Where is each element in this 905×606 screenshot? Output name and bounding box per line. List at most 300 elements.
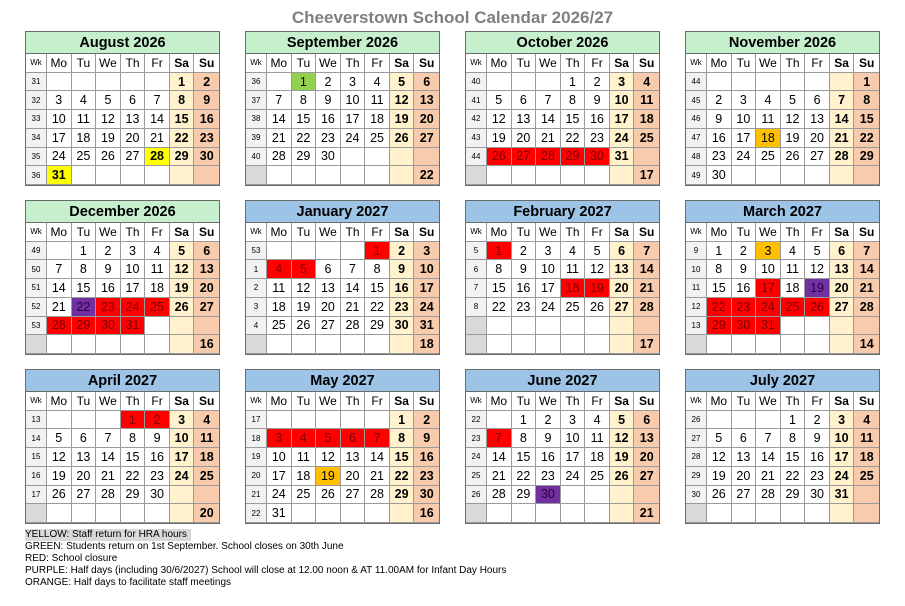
month-name: June 2027: [466, 370, 659, 392]
week-number: [466, 335, 487, 354]
empty-cell: [292, 504, 317, 523]
day-cell: 10: [536, 260, 561, 279]
empty-cell: [267, 166, 292, 185]
empty-cell: [292, 242, 317, 261]
day-cell: 15: [72, 279, 97, 298]
empty-cell: [732, 504, 757, 523]
day-header: Mo: [707, 54, 732, 73]
day-cell: 1: [707, 242, 732, 261]
day-cell: 28: [145, 148, 170, 167]
day-cell: 25: [145, 298, 170, 317]
day-cell: 14: [487, 448, 512, 467]
day-cell: 30: [536, 486, 561, 505]
day-header: Th: [781, 54, 806, 73]
day-header: Tu: [732, 392, 757, 411]
empty-cell: [72, 411, 97, 430]
day-cell: 6: [121, 91, 146, 110]
day-cell: 20: [121, 129, 146, 148]
day-header: Sa: [830, 392, 855, 411]
day-cell: 4: [72, 91, 97, 110]
week-number: 53: [26, 317, 47, 336]
day-cell: 16: [585, 110, 610, 129]
day-header: Mo: [267, 223, 292, 242]
day-cell: 5: [292, 260, 317, 279]
day-cell: 6: [634, 411, 659, 430]
day-cell: 21: [47, 298, 72, 317]
day-cell: 2: [145, 411, 170, 430]
day-cell: 26: [96, 148, 121, 167]
empty-cell: [487, 73, 512, 92]
empty-cell: [512, 166, 537, 185]
day-cell: 4: [585, 411, 610, 430]
empty-cell: [96, 335, 121, 354]
day-cell: 28: [341, 317, 366, 336]
day-header: Tu: [732, 223, 757, 242]
empty-cell: [585, 486, 610, 505]
day-header: Tu: [72, 54, 97, 73]
day-cell: 3: [561, 411, 586, 430]
day-cell: 25: [585, 467, 610, 486]
day-cell: 24: [830, 467, 855, 486]
day-cell: 3: [121, 242, 146, 261]
day-cell: 5: [781, 91, 806, 110]
day-cell: 3: [47, 91, 72, 110]
empty-cell: [732, 335, 757, 354]
day-cell: 29: [561, 148, 586, 167]
month-block: [465, 369, 660, 524]
empty-cell: [610, 486, 635, 505]
day-cell: 2: [732, 242, 757, 261]
day-cell: 1: [121, 411, 146, 430]
day-cell: 7: [267, 91, 292, 110]
day-cell: 20: [512, 129, 537, 148]
empty-cell: [732, 73, 757, 92]
empty-cell: [72, 504, 97, 523]
empty-cell: [512, 317, 537, 336]
empty-cell: [487, 335, 512, 354]
day-cell: 31: [830, 486, 855, 505]
day-cell: 7: [145, 91, 170, 110]
day-cell: 23: [707, 148, 732, 167]
day-cell: 10: [341, 91, 366, 110]
day-header: Fr: [585, 392, 610, 411]
week-number: 37: [246, 91, 267, 110]
day-cell: 10: [732, 110, 757, 129]
day-cell: 15: [512, 448, 537, 467]
day-cell: 7: [756, 429, 781, 448]
empty-cell: [96, 504, 121, 523]
day-cell: 1: [512, 411, 537, 430]
week-number: 49: [26, 242, 47, 261]
week-number: 16: [26, 467, 47, 486]
day-cell: 12: [781, 110, 806, 129]
calendar-grid: [25, 31, 882, 524]
empty-cell: [267, 335, 292, 354]
empty-cell: [561, 317, 586, 336]
week-number: 8: [466, 298, 487, 317]
day-header: We: [316, 54, 341, 73]
week-number: 10: [686, 260, 707, 279]
week-number: 53: [246, 242, 267, 261]
day-header: Mo: [487, 223, 512, 242]
day-header: Tu: [512, 392, 537, 411]
empty-cell: [47, 411, 72, 430]
month-block: [25, 200, 220, 355]
day-cell: 11: [854, 429, 879, 448]
day-cell: 18: [194, 448, 219, 467]
day-header: Mo: [267, 392, 292, 411]
day-cell: 16: [707, 129, 732, 148]
day-cell: 14: [854, 260, 879, 279]
day-cell: 23: [145, 467, 170, 486]
day-cell: 18: [585, 448, 610, 467]
day-cell: 11: [756, 110, 781, 129]
month-block: [685, 200, 880, 355]
empty-cell: [292, 411, 317, 430]
day-cell: 7: [854, 242, 879, 261]
empty-cell: [610, 317, 635, 336]
empty-cell: [194, 486, 219, 505]
day-cell: 23: [512, 298, 537, 317]
day-cell: 12: [610, 429, 635, 448]
day-header: Sa: [390, 392, 415, 411]
month-block: [465, 200, 660, 355]
day-cell: 8: [561, 91, 586, 110]
month-block: [465, 31, 660, 186]
day-cell: 25: [267, 317, 292, 336]
day-cell: 28: [756, 486, 781, 505]
empty-cell: [267, 73, 292, 92]
empty-cell: [47, 335, 72, 354]
day-cell: 21: [487, 467, 512, 486]
month-name: July 2027: [686, 370, 879, 392]
day-cell: 26: [47, 486, 72, 505]
empty-cell: [170, 504, 195, 523]
day-cell: 21: [267, 129, 292, 148]
day-cell: 13: [316, 279, 341, 298]
day-cell: 29: [707, 317, 732, 336]
day-header: Su: [854, 223, 879, 242]
day-cell: 1: [561, 73, 586, 92]
day-cell: 9: [194, 91, 219, 110]
week-number: 38: [246, 110, 267, 129]
day-cell: 13: [732, 448, 757, 467]
day-cell: 26: [707, 486, 732, 505]
day-cell: 24: [536, 298, 561, 317]
day-cell: 15: [170, 110, 195, 129]
empty-cell: [610, 166, 635, 185]
day-header: Tu: [512, 223, 537, 242]
week-number: 17: [246, 411, 267, 430]
day-cell: 29: [854, 148, 879, 167]
day-cell: 12: [170, 260, 195, 279]
day-cell: 28: [365, 486, 390, 505]
day-cell: 17: [732, 129, 757, 148]
day-cell: 22: [561, 129, 586, 148]
empty-cell: [121, 166, 146, 185]
empty-cell: [854, 504, 879, 523]
day-cell: 7: [487, 429, 512, 448]
empty-cell: [47, 242, 72, 261]
day-cell: 5: [585, 242, 610, 261]
day-header: Fr: [365, 392, 390, 411]
day-header: Tu: [72, 223, 97, 242]
empty-cell: [781, 73, 806, 92]
day-cell: 19: [610, 448, 635, 467]
day-cell: 31: [610, 148, 635, 167]
day-cell: 4: [145, 242, 170, 261]
empty-cell: [341, 411, 366, 430]
day-cell: 20: [830, 279, 855, 298]
day-cell: 18: [292, 467, 317, 486]
week-number: 7: [466, 279, 487, 298]
empty-cell: [585, 166, 610, 185]
day-cell: 9: [145, 429, 170, 448]
day-cell: 14: [267, 110, 292, 129]
day-cell: 4: [561, 242, 586, 261]
day-cell: 9: [316, 91, 341, 110]
week-header: Wk: [466, 392, 487, 411]
day-header: Su: [634, 392, 659, 411]
day-cell: 25: [781, 298, 806, 317]
empty-cell: [610, 504, 635, 523]
empty-cell: [145, 317, 170, 336]
empty-cell: [390, 148, 415, 167]
week-number: 17: [26, 486, 47, 505]
week-number: 26: [466, 486, 487, 505]
empty-cell: [194, 317, 219, 336]
legend-purple: PURPLE: Half days (including 30/6/2027) School will close at 12.00 noon & AT 11.00AM for Infant Day Hours: [25, 565, 507, 576]
day-header: Th: [561, 223, 586, 242]
empty-cell: [47, 73, 72, 92]
day-cell: 30: [805, 486, 830, 505]
day-cell: 2: [512, 242, 537, 261]
day-cell: 31: [121, 317, 146, 336]
day-cell: 4: [365, 73, 390, 92]
day-cell: 4: [781, 242, 806, 261]
week-number: 13: [26, 411, 47, 430]
day-cell: 1: [487, 242, 512, 261]
day-cell: 17: [830, 448, 855, 467]
day-header: Su: [634, 223, 659, 242]
empty-cell: [536, 317, 561, 336]
empty-cell: [781, 317, 806, 336]
day-cell: 3: [267, 429, 292, 448]
day-cell: 10: [414, 260, 439, 279]
empty-cell: [756, 73, 781, 92]
day-cell: 9: [732, 260, 757, 279]
day-cell: 17: [121, 279, 146, 298]
day-cell: 23: [96, 298, 121, 317]
day-cell: 1: [170, 73, 195, 92]
day-cell: 24: [732, 148, 757, 167]
week-number: 11: [686, 279, 707, 298]
empty-cell: [414, 148, 439, 167]
day-cell: 23: [414, 467, 439, 486]
day-cell: 3: [170, 411, 195, 430]
day-cell: 23: [194, 129, 219, 148]
day-cell: 6: [316, 260, 341, 279]
day-header: Th: [561, 54, 586, 73]
month-name: October 2026: [466, 32, 659, 54]
empty-cell: [145, 166, 170, 185]
day-cell: 16: [145, 448, 170, 467]
empty-cell: [707, 504, 732, 523]
day-header: Fr: [805, 54, 830, 73]
empty-cell: [536, 73, 561, 92]
day-cell: 19: [96, 129, 121, 148]
day-cell: 29: [781, 486, 806, 505]
day-cell: 8: [292, 91, 317, 110]
day-header: Mo: [267, 54, 292, 73]
day-cell: 24: [756, 298, 781, 317]
empty-cell: [96, 166, 121, 185]
day-cell: 25: [756, 148, 781, 167]
day-cell: 27: [121, 148, 146, 167]
day-cell: 27: [805, 148, 830, 167]
day-header: Th: [121, 223, 146, 242]
empty-cell: [145, 504, 170, 523]
empty-cell: [805, 166, 830, 185]
day-cell: 6: [610, 242, 635, 261]
week-header: Wk: [26, 54, 47, 73]
day-cell: 31: [267, 504, 292, 523]
day-cell: 18: [756, 129, 781, 148]
week-number: 14: [26, 429, 47, 448]
day-cell: 12: [47, 448, 72, 467]
day-cell: 1: [365, 242, 390, 261]
day-cell: 25: [854, 467, 879, 486]
day-cell: 18: [365, 110, 390, 129]
day-cell: 13: [610, 260, 635, 279]
day-cell: 16: [316, 110, 341, 129]
day-cell: 18: [414, 335, 439, 354]
day-header: Sa: [610, 392, 635, 411]
week-header: Wk: [466, 54, 487, 73]
day-cell: 26: [781, 148, 806, 167]
empty-cell: [365, 411, 390, 430]
day-cell: 26: [316, 486, 341, 505]
empty-cell: [194, 166, 219, 185]
day-header: We: [536, 223, 561, 242]
day-cell: 4: [756, 91, 781, 110]
empty-cell: [170, 317, 195, 336]
day-cell: 19: [47, 467, 72, 486]
legend-red: RED: School closure: [25, 553, 118, 564]
day-header: Mo: [487, 54, 512, 73]
day-cell: 17: [170, 448, 195, 467]
day-cell: 7: [830, 91, 855, 110]
day-cell: 21: [536, 129, 561, 148]
day-cell: 20: [194, 504, 219, 523]
day-cell: 21: [341, 298, 366, 317]
day-cell: 8: [390, 429, 415, 448]
month-block: [25, 31, 220, 186]
day-cell: 22: [292, 129, 317, 148]
day-cell: 27: [610, 298, 635, 317]
day-cell: 30: [414, 486, 439, 505]
day-cell: 28: [854, 298, 879, 317]
week-number: 22: [466, 411, 487, 430]
empty-cell: [341, 166, 366, 185]
day-cell: 12: [96, 110, 121, 129]
day-header: Su: [414, 223, 439, 242]
legend: [25, 529, 506, 589]
day-cell: 22: [365, 298, 390, 317]
day-cell: 13: [194, 260, 219, 279]
day-header: Sa: [390, 54, 415, 73]
day-cell: 28: [96, 486, 121, 505]
empty-cell: [487, 504, 512, 523]
day-cell: 23: [316, 129, 341, 148]
day-cell: 27: [72, 486, 97, 505]
day-cell: 11: [365, 91, 390, 110]
day-header: Su: [854, 392, 879, 411]
empty-cell: [292, 166, 317, 185]
day-cell: 3: [830, 411, 855, 430]
empty-cell: [365, 504, 390, 523]
day-cell: 3: [610, 73, 635, 92]
month-block: [25, 369, 220, 524]
day-cell: 14: [365, 448, 390, 467]
day-cell: 1: [854, 73, 879, 92]
empty-cell: [732, 411, 757, 430]
empty-cell: [316, 166, 341, 185]
month-name: September 2026: [246, 32, 439, 54]
day-header: Fr: [145, 392, 170, 411]
empty-cell: [487, 317, 512, 336]
empty-cell: [756, 504, 781, 523]
day-cell: 6: [341, 429, 366, 448]
empty-cell: [170, 335, 195, 354]
day-cell: 16: [194, 110, 219, 129]
day-cell: 14: [341, 279, 366, 298]
empty-cell: [561, 504, 586, 523]
day-cell: 10: [830, 429, 855, 448]
day-cell: 15: [390, 448, 415, 467]
week-number: 32: [26, 91, 47, 110]
week-number: 52: [26, 298, 47, 317]
day-cell: 2: [390, 242, 415, 261]
day-cell: 15: [781, 448, 806, 467]
day-cell: 26: [805, 298, 830, 317]
day-cell: 14: [536, 110, 561, 129]
day-header: Sa: [170, 392, 195, 411]
day-cell: 11: [561, 260, 586, 279]
empty-cell: [634, 317, 659, 336]
week-number: 40: [466, 73, 487, 92]
week-number: 18: [246, 429, 267, 448]
day-header: We: [96, 392, 121, 411]
month-block: [245, 31, 440, 186]
day-cell: 16: [194, 335, 219, 354]
month-block: [685, 369, 880, 524]
day-cell: 8: [781, 429, 806, 448]
empty-cell: [830, 317, 855, 336]
day-cell: 24: [47, 148, 72, 167]
day-cell: 4: [292, 429, 317, 448]
day-cell: 15: [487, 279, 512, 298]
day-cell: 25: [561, 298, 586, 317]
empty-cell: [634, 148, 659, 167]
week-header: Wk: [686, 392, 707, 411]
day-cell: 18: [634, 110, 659, 129]
empty-cell: [536, 335, 561, 354]
day-cell: 26: [610, 467, 635, 486]
day-cell: 20: [805, 129, 830, 148]
month-name: November 2026: [686, 32, 879, 54]
day-cell: 14: [756, 448, 781, 467]
